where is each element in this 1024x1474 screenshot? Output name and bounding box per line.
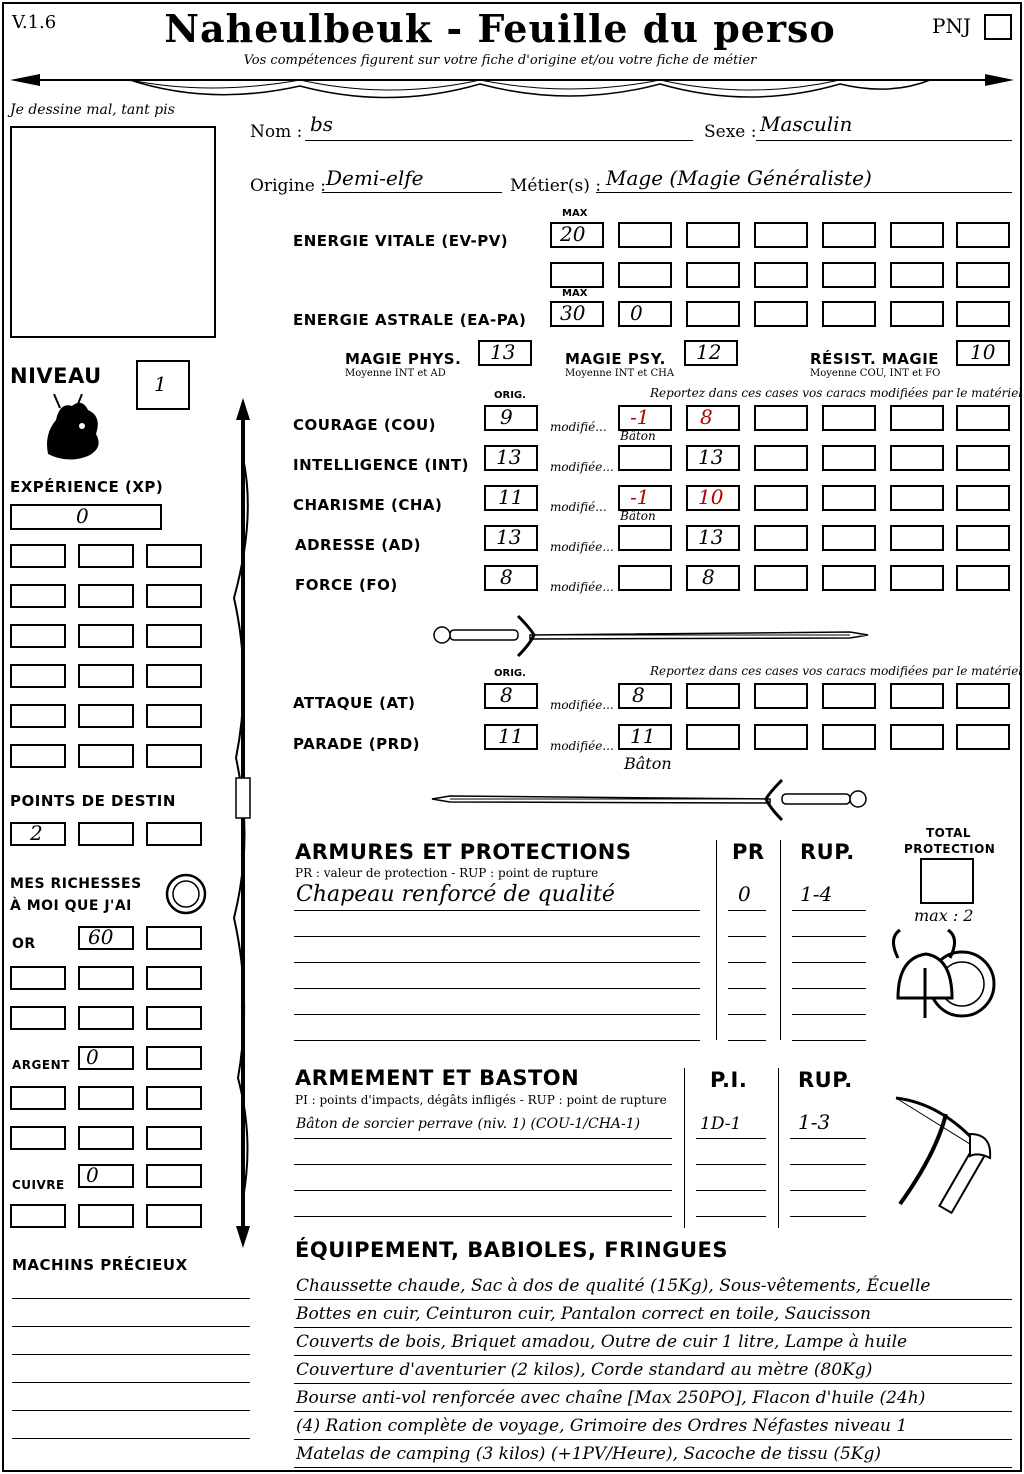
or-box[interactable] [78,966,134,990]
ea-box[interactable] [618,301,672,327]
portrait-caption: Je dessine mal, tant pis [10,102,175,118]
prd-box[interactable] [822,724,876,750]
equipment-line[interactable]: (4) Ration complète de voyage, Grimoire des Ordres Néfastes niveau 1 [296,1416,908,1436]
cuivre-label: CUIVRE [12,1178,65,1192]
machins-label: MACHINS PRÉCIEUX [12,1256,188,1274]
stat-final-fo[interactable] [686,565,740,591]
at-box[interactable] [754,683,808,709]
stat-modlabel-fo: modifiée... [550,580,614,594]
stat-box[interactable] [956,525,1010,551]
destin-box[interactable] [146,822,202,846]
xp-cell[interactable] [146,744,202,768]
argent-box[interactable] [10,1126,66,1150]
stat-orig-cou[interactable] [484,405,538,431]
portrait-box[interactable] [10,126,216,338]
stat-box[interactable] [822,525,876,551]
ev-box[interactable] [754,222,808,248]
richesses-label-2: À MOI QUE J'AI [10,898,132,914]
equipment-line[interactable]: Couverts de bois, Briquet amadou, Outre de cuir 1 litre, Lampe à huile [296,1332,908,1352]
weapons-pi-label: P.I. [710,1068,748,1092]
xp-cell[interactable] [78,704,134,728]
argent-box[interactable] [78,1086,134,1110]
page-subtitle: Vos compétences figurent sur votre fiche d'origine et/ou votre fiche de métier [243,53,757,68]
or-box[interactable] [10,1006,66,1030]
at-final-value: 8 [632,683,645,707]
stat-box[interactable] [890,445,944,471]
stat-orig-fo[interactable] [484,565,538,591]
richesses-label: MES RICHESSES [10,876,142,892]
stat-box[interactable] [890,565,944,591]
argent-value: 0 [86,1045,99,1069]
at-final-box[interactable] [618,683,672,709]
stat-final-ad[interactable] [686,525,740,551]
pnj-checkbox[interactable] [984,14,1012,40]
stat-label-ad: ADRESSE (AD) [295,536,422,554]
armor-title: ARMURES ET PROTECTIONS [295,840,632,864]
metier-field[interactable]: Mage (Magie Généraliste) [606,166,872,190]
at-box[interactable] [686,683,740,709]
argent-box[interactable] [78,1046,134,1070]
xp-cell[interactable] [146,704,202,728]
total-protection-label: TOTAL [926,826,972,840]
ea-box[interactable] [890,301,944,327]
argent-label: ARGENT [12,1058,70,1072]
or-box[interactable] [78,926,134,950]
stat-mod-ad[interactable] [618,525,672,551]
equipment-line[interactable]: Chaussette chaude, Sac à dos de qualité (15Kg), Sous-vêtements, Écuelle [296,1276,931,1296]
stat-final-value: 8 [700,405,713,429]
stat-final-int[interactable] [686,445,740,471]
or-box[interactable] [146,1006,202,1030]
weapon-item-name[interactable]: Bâton de sorcier perrave (niv. 1) (COU-1/CHA-1) [296,1116,641,1132]
stat-orig-int[interactable] [484,445,538,471]
stat-box[interactable] [754,565,808,591]
magie-psy-value: 12 [696,340,722,364]
ev-label: ENERGIE VITALE (EV-PV) [293,232,509,250]
cuivre-box[interactable] [78,1204,134,1228]
destin-box[interactable] [10,822,66,846]
stat-box[interactable] [890,525,944,551]
total-protection-box[interactable] [920,858,974,904]
nom-label: Nom : [250,122,303,142]
helmet-shield-icon [888,928,998,1038]
ev-box[interactable] [890,222,944,248]
stat-orig-cha[interactable] [484,485,538,511]
xp-cell[interactable] [146,544,202,568]
xp-cell[interactable] [146,624,202,648]
xp-cell[interactable] [10,704,66,728]
stat-modlabel-int: modifiée... [550,460,614,474]
magie-phys-box[interactable] [478,340,532,366]
stat-box[interactable] [754,405,808,431]
resist-magie-value: 10 [970,340,996,364]
report-note: Reportez dans ces cases vos caracs modifiées par le matériel [650,386,1023,400]
ev-max-value: 20 [560,222,586,246]
dragon-icon [38,394,106,464]
ev-box[interactable] [550,262,604,288]
equipment-line[interactable]: Bourse anti-vol renforcée avec chaîne [Max 250PO], Flacon d'huile (24h) [296,1388,926,1408]
stat-mod-cha[interactable] [618,485,672,511]
xp-cell[interactable] [10,584,66,608]
prd-box[interactable] [890,724,944,750]
ea-label: ENERGIE ASTRALE (EA-PA) [293,311,527,329]
argent-box[interactable] [10,1086,66,1110]
stat-box[interactable] [754,445,808,471]
stat-mod-int[interactable] [618,445,672,471]
armor-item-rup[interactable]: 1-4 [800,882,833,906]
argent-box[interactable] [146,1086,202,1110]
weapon-item-pi[interactable]: 1D-1 [700,1114,742,1134]
stat-modlabel-ad: modifiée... [550,540,614,554]
ea-current-value: 0 [630,301,643,325]
armor-rup-label: RUP. [800,840,855,864]
destin-value: 2 [30,821,43,845]
weapons-title: ARMEMENT ET BASTON [295,1066,580,1090]
metier-label: Métier(s) : [510,176,602,196]
xp-value: 0 [76,504,89,528]
or-label: OR [12,936,36,952]
prd-box[interactable] [754,724,808,750]
or-box[interactable] [78,1006,134,1030]
sexe-field[interactable]: Masculin [760,112,853,136]
xp-cell[interactable] [78,664,134,688]
prd-box[interactable] [956,724,1010,750]
stat-modlabel-cou: modifié... [550,420,607,434]
version-label: V.1.6 [12,12,57,33]
equipment-line[interactable]: Couverture d'aventurier (2 kilos), Corde standard au mètre (80Kg) [296,1360,873,1380]
stat-modnote-cou: Bâton [620,429,656,443]
stat-box[interactable] [890,485,944,511]
niveau-box[interactable] [136,360,190,410]
prd-orig-value: 11 [498,724,524,748]
equipment-line[interactable]: Matelas de camping (3 kilos) (+1PV/Heure), Sacoche de tissu (5Kg) [296,1444,881,1464]
magie-phys-note: Moyenne INT et AD [345,368,446,379]
weapons-rup-label: RUP. [798,1068,853,1092]
stat-orig-value: 11 [498,485,524,509]
armor-pr-label: PR [732,840,765,864]
magie-phys-value: 13 [490,340,516,364]
xp-cell[interactable] [78,624,134,648]
ev-max-box[interactable] [550,222,604,248]
or-box[interactable] [146,926,202,950]
stat-mod-value: -1 [630,405,650,429]
prd-note: Bâton [624,754,672,773]
stat-box[interactable] [754,485,808,511]
destin-box[interactable] [78,822,134,846]
ev-box[interactable] [618,262,672,288]
xp-cell[interactable] [10,664,66,688]
stat-modlabel-cha: modifié... [550,500,607,514]
magie-psy-label: MAGIE PSY. [565,350,666,368]
sword-icon [430,776,870,822]
at-orig-value: 8 [500,683,513,707]
stat-box[interactable] [822,565,876,591]
resist-magie-note: Moyenne COU, INT et FO [810,368,941,379]
stat-box[interactable] [822,405,876,431]
ev-box[interactable] [956,222,1010,248]
ev-box[interactable] [754,262,808,288]
at-modlabel: modifiée... [550,698,614,712]
stat-box[interactable] [956,405,1010,431]
ev-box[interactable] [618,222,672,248]
stat-box[interactable] [956,485,1010,511]
xp-box[interactable] [10,504,162,530]
stat-modnote-cha: Bâton [620,509,656,523]
stat-orig-value: 13 [496,525,522,549]
stat-box[interactable] [754,525,808,551]
niveau-label: NIVEAU [10,364,102,388]
stat-orig-ad[interactable] [484,525,538,551]
stat-orig-value: 8 [500,565,513,589]
stat-box[interactable] [822,485,876,511]
stat-final-value: 10 [698,485,724,509]
prd-modlabel: modifiée... [550,739,614,753]
prd-orig-box[interactable] [484,724,538,750]
stat-label-cou: COURAGE (COU) [293,416,437,434]
argent-box[interactable] [146,1126,202,1150]
xp-cell[interactable] [10,544,66,568]
ev-box[interactable] [686,262,740,288]
at-box[interactable] [956,683,1010,709]
xp-cell[interactable] [78,544,134,568]
xp-cell[interactable] [78,584,134,608]
at-box[interactable] [822,683,876,709]
ev-max-label: MAX [562,208,588,219]
or-value: 60 [88,925,114,949]
armor-item-name[interactable]: Chapeau renforcé de qualité [296,882,615,907]
armor-note: PR : valeur de protection - RUP : point de rupture [295,866,599,880]
destin-label: POINTS DE DESTIN [10,792,176,810]
ea-box[interactable] [822,301,876,327]
or-box[interactable] [146,966,202,990]
ea-max-label: MAX [562,288,588,299]
origine-label: Origine : [250,176,326,196]
coin-icon [164,872,208,916]
equipment-title: ÉQUIPEMENT, BABIOLES, FRINGUES [295,1238,728,1262]
max-note: max : 2 [914,906,974,925]
resist-magie-box[interactable] [956,340,1010,366]
sexe-label: Sexe : [704,122,757,142]
argent-box[interactable] [78,1126,134,1150]
at-label: ATTAQUE (AT) [293,694,416,712]
ev-box[interactable] [686,222,740,248]
orig-label: ORIG. [494,390,526,401]
ev-box[interactable] [822,262,876,288]
stat-final-cha[interactable] [686,485,740,511]
weapons-icon [886,1094,998,1218]
ev-box[interactable] [822,222,876,248]
combat-report-note: Reportez dans ces cases vos caracs modifiées par le matériel [650,664,1023,678]
magie-psy-note: Moyenne INT et CHA [565,368,675,379]
prd-final-box[interactable] [618,724,672,750]
prd-final-value: 11 [630,724,656,748]
cuivre-value: 0 [86,1163,99,1187]
stat-final-value: 13 [698,525,724,549]
stat-mod-cou[interactable] [618,405,672,431]
xp-cell[interactable] [146,664,202,688]
xp-cell[interactable] [146,584,202,608]
armor-item-pr[interactable]: 0 [738,882,751,906]
stat-box[interactable] [956,445,1010,471]
pnj-label: PNJ [932,14,971,38]
stat-box[interactable] [890,405,944,431]
stat-mod-fo[interactable] [618,565,672,591]
ea-box[interactable] [686,301,740,327]
xp-cell[interactable] [10,624,66,648]
xp-label: EXPÉRIENCE (XP) [10,478,164,496]
stat-orig-value: 13 [496,445,522,469]
stat-final-cou[interactable] [686,405,740,431]
total-protection-label-2: PROTECTION [904,842,996,856]
stat-mod-value: -1 [630,485,650,509]
or-box[interactable] [10,966,66,990]
resist-magie-label: RÉSIST. MAGIE [810,350,940,368]
at-orig-box[interactable] [484,683,538,709]
origine-field[interactable]: Demi-elfe [326,166,424,190]
staff-icon [228,398,258,1248]
weapon-item-rup[interactable]: 1-3 [798,1110,831,1134]
prd-box[interactable] [686,724,740,750]
stat-final-value: 8 [702,565,715,589]
stat-box[interactable] [822,445,876,471]
stat-box[interactable] [956,565,1010,591]
ea-box[interactable] [956,301,1010,327]
stat-label-cha: CHARISME (CHA) [293,496,443,514]
magie-psy-box[interactable] [684,340,738,366]
equipment-line[interactable]: Bottes en cuir, Ceinturon cuir, Pantalon correct en toile, Saucisson [296,1304,872,1324]
sword-icon [430,612,870,658]
nom-field[interactable]: bs [310,112,334,136]
xp-cell[interactable] [78,744,134,768]
cuivre-box[interactable] [10,1204,66,1228]
stat-orig-value: 9 [500,405,513,429]
cuivre-box[interactable] [146,1164,202,1188]
page-title: Naheulbeuk - Feuille du perso [164,6,836,51]
at-box[interactable] [890,683,944,709]
stat-final-value: 13 [698,445,724,469]
ea-max-value: 30 [560,301,586,325]
stat-label-int: INTELLIGENCE (INT) [293,456,469,474]
cuivre-box[interactable] [146,1204,202,1228]
prd-label: PARADE (PRD) [293,735,421,753]
niveau-value: 1 [154,372,167,396]
magie-phys-label: MAGIE PHYS. [345,350,462,368]
xp-cell[interactable] [10,744,66,768]
weapons-note: PI : points d'impacts, dégâts infligés - RUP : point de rupture [295,1093,667,1107]
ea-max-box[interactable] [550,301,604,327]
cuivre-box[interactable] [78,1164,134,1188]
ea-box[interactable] [754,301,808,327]
argent-box[interactable] [146,1046,202,1070]
ev-box[interactable] [956,262,1010,288]
ev-box[interactable] [890,262,944,288]
stat-label-fo: FORCE (FO) [295,576,398,594]
combat-orig-label: ORIG. [494,668,526,679]
